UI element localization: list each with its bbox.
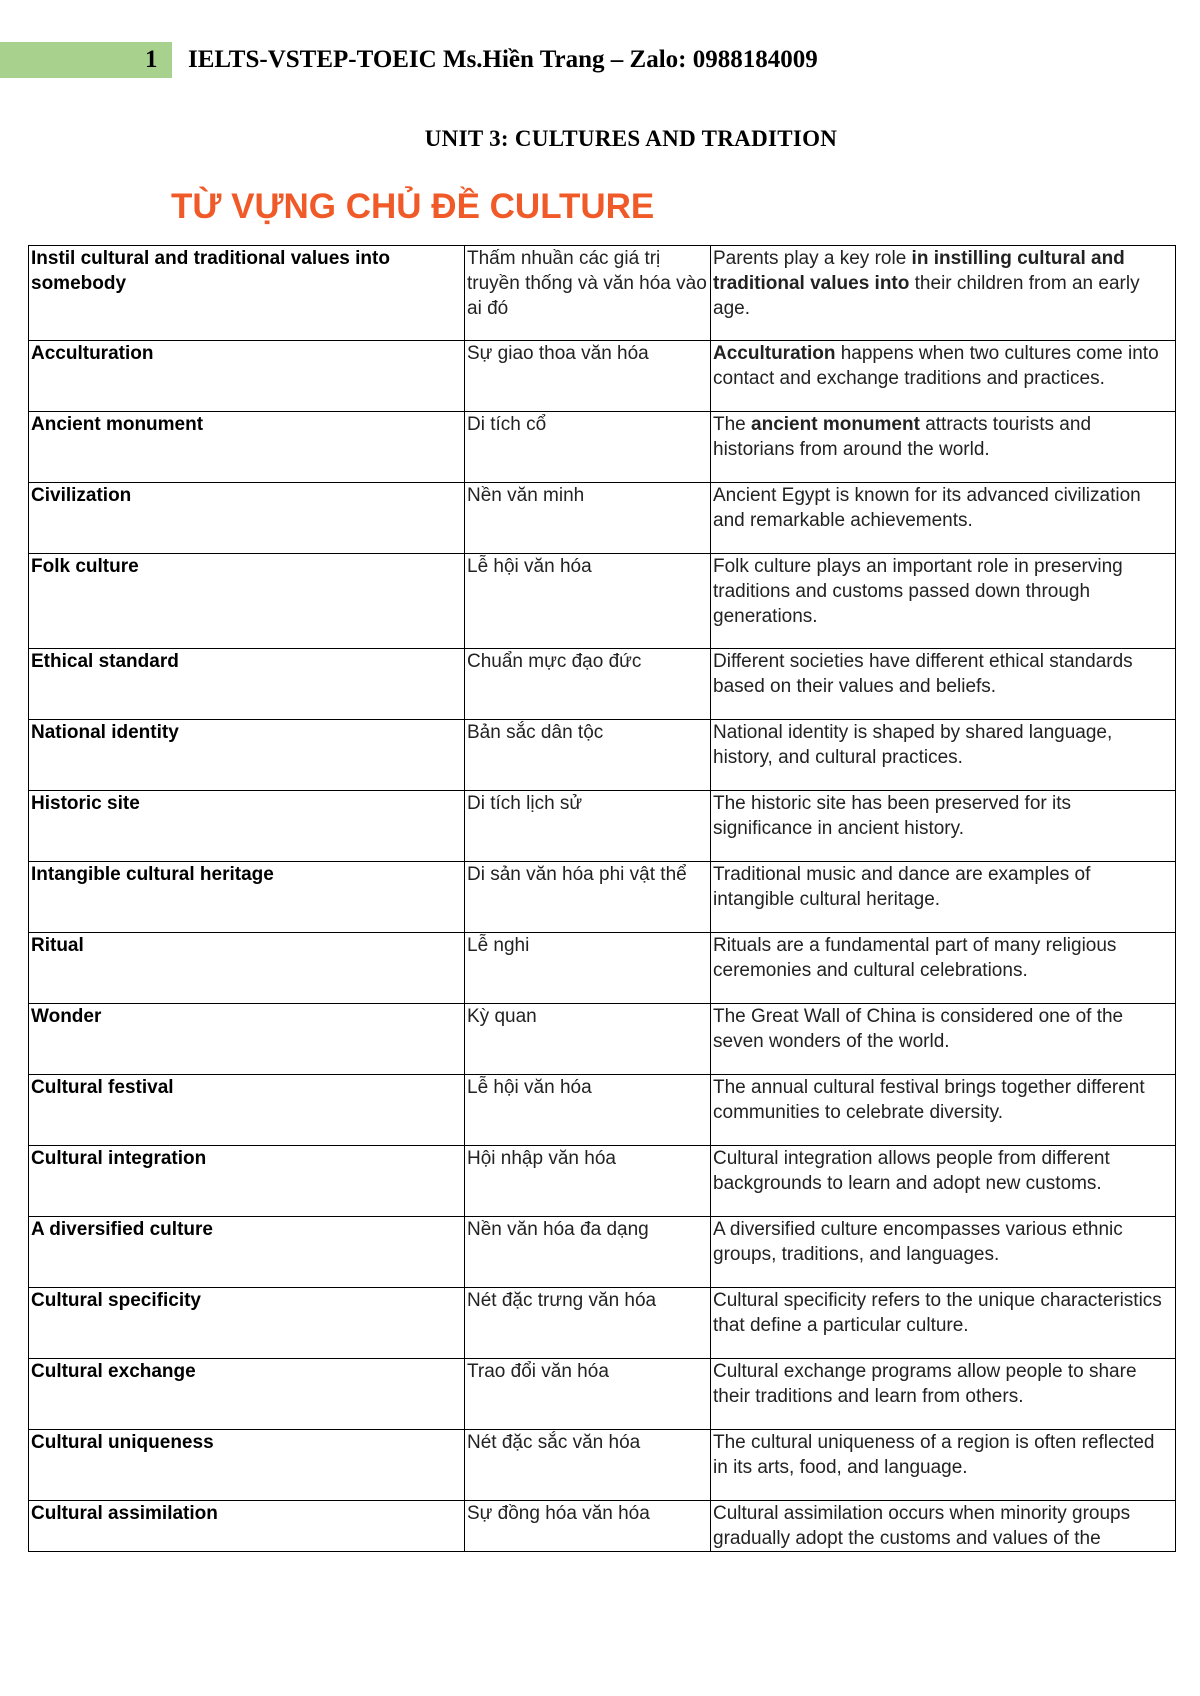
vocab-meaning: Chuẩn mực đạo đức xyxy=(465,649,711,720)
table-row xyxy=(29,1146,1176,1217)
table-row xyxy=(29,791,1176,862)
vocab-example xyxy=(711,1217,1176,1288)
vocab-term: Ethical standard xyxy=(29,649,465,720)
table-row xyxy=(29,246,1176,341)
vocab-term: Civilization xyxy=(29,483,465,554)
vocab-example xyxy=(711,1430,1176,1501)
example-text: National identity is shaped by shared language, history, and cultural practices. xyxy=(713,722,1113,768)
example-highlight: ancient monument xyxy=(751,414,920,435)
table-row xyxy=(29,1004,1176,1075)
vocab-term: A diversified culture xyxy=(29,1217,465,1288)
vocab-example xyxy=(711,341,1176,412)
vocab-meaning: Thấm nhuần các giá trị truyền thống và văn hóa vào ai đó xyxy=(465,246,711,341)
page-header xyxy=(0,42,1200,80)
table-row xyxy=(29,1288,1176,1359)
vocab-meaning: Sự đồng hóa văn hóa xyxy=(465,1501,711,1552)
table-row xyxy=(29,1075,1176,1146)
table-row xyxy=(29,1359,1176,1430)
page-number: 1 xyxy=(145,46,158,73)
example-text: happens when two cultures come into contact and exchange traditions and practices. xyxy=(713,343,1159,389)
vocab-example xyxy=(711,412,1176,483)
vocab-meaning: Lễ hội văn hóa xyxy=(465,554,711,649)
vocab-example xyxy=(711,649,1176,720)
vocab-example xyxy=(711,1288,1176,1359)
vocab-term: Folk culture xyxy=(29,554,465,649)
example-text: Cultural assimilation occurs when minority groups gradually adopt the customs and values of the xyxy=(713,1503,1131,1549)
table-row xyxy=(29,720,1176,791)
example-text: Cultural integration allows people from different backgrounds to learn and adopt new customs. xyxy=(713,1148,1110,1194)
table-row xyxy=(29,862,1176,933)
example-text: The Great Wall of China is considered one of the seven wonders of the world. xyxy=(713,1006,1124,1052)
vocab-example xyxy=(711,483,1176,554)
vocab-term: Wonder xyxy=(29,1004,465,1075)
vocab-meaning: Nét đặc sắc văn hóa xyxy=(465,1430,711,1501)
vocab-meaning: Di sản văn hóa phi vật thể xyxy=(465,862,711,933)
vocab-term: National identity xyxy=(29,720,465,791)
example-text: Traditional music and dance are examples of intangible cultural heritage. xyxy=(713,864,1091,910)
table-row xyxy=(29,483,1176,554)
vocab-example xyxy=(711,554,1176,649)
vocab-term: Instil cultural and traditional values into somebody xyxy=(29,246,465,341)
example-text: Cultural exchange programs allow people to share their traditions and learn from others. xyxy=(713,1361,1137,1407)
example-text: The cultural uniqueness of a region is often reflected in its arts, food, and language. xyxy=(713,1432,1155,1478)
vocab-term: Cultural specificity xyxy=(29,1288,465,1359)
example-text: Folk culture plays an important role in preserving traditions and customs passed down through generations. xyxy=(713,556,1123,627)
table-row xyxy=(29,1430,1176,1501)
example-text: Ancient Egypt is known for its advanced civilization and remarkable achievements. xyxy=(713,485,1141,531)
vocab-meaning: Di tích cổ xyxy=(465,412,711,483)
example-text: The historic site has been preserved for its significance in ancient history. xyxy=(713,793,1072,839)
vocabulary-heading: TỪ VỰNG CHỦ ĐỀ CULTURE xyxy=(171,187,655,226)
vocab-example xyxy=(711,720,1176,791)
vocab-meaning: Bản sắc dân tộc xyxy=(465,720,711,791)
vocab-term: Acculturation xyxy=(29,341,465,412)
header-title: IELTS-VSTEP-TOEIC Ms.Hiền Trang – Zalo: 0988184009 xyxy=(188,46,818,73)
example-text: Parents play a key role xyxy=(713,248,912,269)
vocab-example xyxy=(711,246,1176,341)
vocab-example xyxy=(711,1146,1176,1217)
vocab-term: Cultural festival xyxy=(29,1075,465,1146)
vocab-term: Cultural integration xyxy=(29,1146,465,1217)
vocab-example xyxy=(711,1359,1176,1430)
unit-title: UNIT 3: CULTURES AND TRADITION xyxy=(424,126,838,151)
table-row xyxy=(29,1217,1176,1288)
vocab-meaning: Nền văn hóa đa dạng xyxy=(465,1217,711,1288)
vocab-meaning: Hội nhập văn hóa xyxy=(465,1146,711,1217)
table-row xyxy=(29,554,1176,649)
vocab-term: Ancient monument xyxy=(29,412,465,483)
example-highlight: in instilling cultural and traditional values into xyxy=(713,248,1125,294)
table-row xyxy=(29,649,1176,720)
example-text: A diversified culture encompasses various ethnic groups, traditions, and languages. xyxy=(713,1219,1123,1265)
vocab-term: Ritual xyxy=(29,933,465,1004)
example-text: attracts tourists and historians from around the world. xyxy=(713,414,1092,460)
vocab-example xyxy=(711,1501,1176,1552)
vocab-meaning: Lễ hội văn hóa xyxy=(465,1075,711,1146)
vocab-meaning: Nền văn minh xyxy=(465,483,711,554)
table-row xyxy=(29,933,1176,1004)
vocab-meaning: Lễ nghi xyxy=(465,933,711,1004)
example-text: their children from an early age. xyxy=(713,273,1140,319)
vocab-example xyxy=(711,791,1176,862)
example-text: The xyxy=(713,414,752,435)
table-row xyxy=(29,341,1176,412)
vocab-term: Cultural exchange xyxy=(29,1359,465,1430)
vocab-term: Intangible cultural heritage xyxy=(29,862,465,933)
vocab-meaning: Sự giao thoa văn hóa xyxy=(465,341,711,412)
vocab-term: Cultural uniqueness xyxy=(29,1430,465,1501)
table-row xyxy=(29,1501,1176,1552)
vocab-example xyxy=(711,1075,1176,1146)
table-row xyxy=(29,412,1176,483)
vocab-meaning: Nét đặc trưng văn hóa xyxy=(465,1288,711,1359)
example-text: Different societies have different ethical standards based on their values and beliefs. xyxy=(713,651,1133,697)
vocab-term: Cultural assimilation xyxy=(29,1501,465,1552)
vocab-meaning: Kỳ quan xyxy=(465,1004,711,1075)
vocabulary-table xyxy=(28,245,1176,1552)
vocab-meaning: Di tích lịch sử xyxy=(465,791,711,862)
example-highlight: Acculturation xyxy=(713,343,836,364)
example-text: The annual cultural festival brings together different communities to celebrate diversity. xyxy=(713,1077,1145,1123)
vocab-example xyxy=(711,933,1176,1004)
vocab-example xyxy=(711,862,1176,933)
vocab-term: Historic site xyxy=(29,791,465,862)
example-text: Cultural specificity refers to the unique characteristics that define a particular culture. xyxy=(713,1290,1162,1336)
vocab-example xyxy=(711,1004,1176,1075)
example-text: Rituals are a fundamental part of many religious ceremonies and cultural celebrations. xyxy=(713,935,1117,981)
vocab-meaning: Trao đổi văn hóa xyxy=(465,1359,711,1430)
